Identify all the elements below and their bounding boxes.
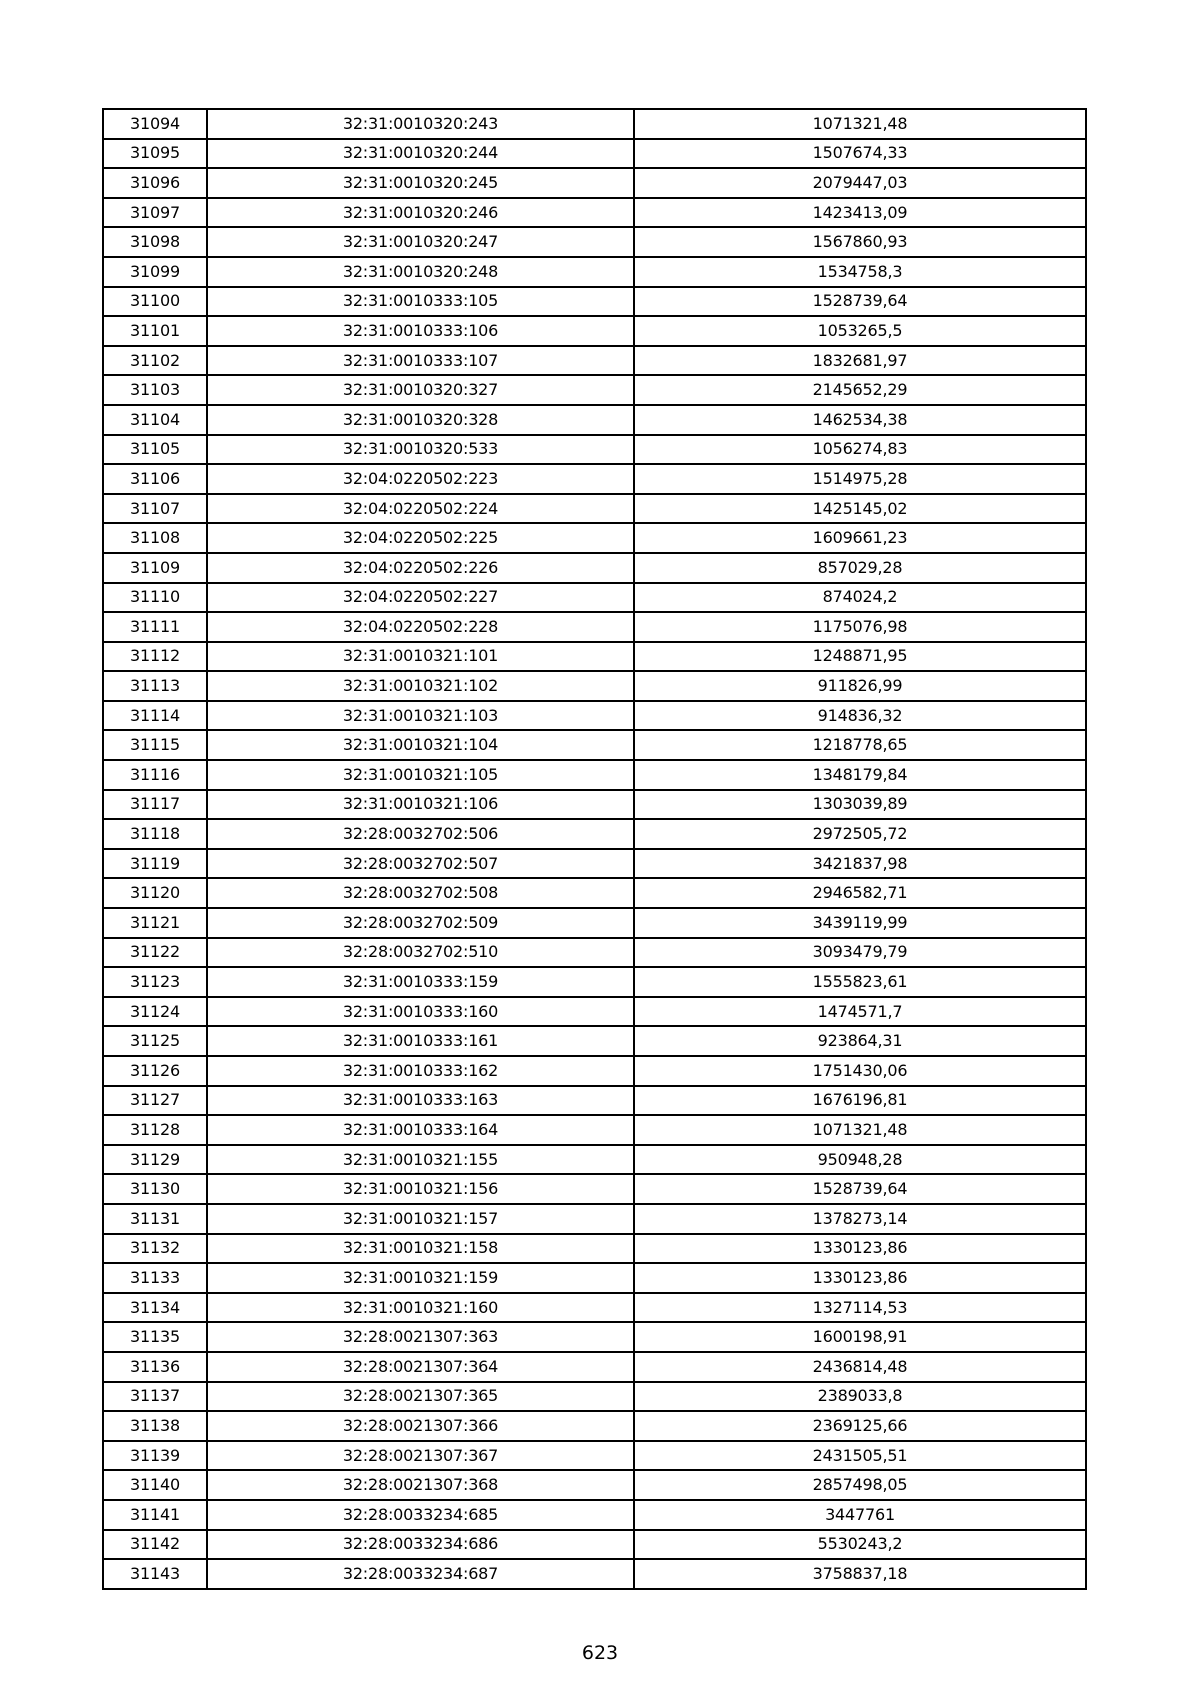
cadastral-number-cell: 32:31:0010320:248 <box>207 257 634 287</box>
value-cell: 1071321,48 <box>634 1115 1086 1145</box>
value-cell: 857029,28 <box>634 553 1086 583</box>
row-number-cell: 31126 <box>103 1056 207 1086</box>
row-number-cell: 31099 <box>103 257 207 287</box>
table-row <box>103 1263 1086 1293</box>
cadastral-number-cell: 32:31:0010321:155 <box>207 1145 634 1175</box>
table-row <box>103 1470 1086 1500</box>
value-cell: 1348179,84 <box>634 760 1086 790</box>
table-row <box>103 1293 1086 1323</box>
cadastral-number-cell: 32:28:0033234:685 <box>207 1500 634 1530</box>
table-row <box>103 1145 1086 1175</box>
cadastral-number-cell: 32:31:0010321:160 <box>207 1293 634 1323</box>
cadastral-number-cell: 32:31:0010333:105 <box>207 287 634 317</box>
cadastral-number-cell: 32:28:0021307:364 <box>207 1352 634 1382</box>
value-cell: 1218778,65 <box>634 730 1086 760</box>
value-cell: 3421837,98 <box>634 849 1086 879</box>
row-number-cell: 31111 <box>103 612 207 642</box>
cadastral-number-cell: 32:31:0010321:105 <box>207 760 634 790</box>
value-cell: 1425145,02 <box>634 494 1086 524</box>
cadastral-number-cell: 32:28:0032702:507 <box>207 849 634 879</box>
row-number-cell: 31116 <box>103 760 207 790</box>
row-number-cell: 31096 <box>103 168 207 198</box>
table-row <box>103 730 1086 760</box>
table-row <box>103 375 1086 405</box>
value-cell: 2436814,48 <box>634 1352 1086 1382</box>
cadastral-number-cell: 32:31:0010333:159 <box>207 967 634 997</box>
cadastral-number-cell: 32:31:0010320:327 <box>207 375 634 405</box>
row-number-cell: 31109 <box>103 553 207 583</box>
row-number-cell: 31100 <box>103 287 207 317</box>
row-number-cell: 31113 <box>103 671 207 701</box>
table-row <box>103 583 1086 613</box>
table-row <box>103 227 1086 257</box>
row-number-cell: 31135 <box>103 1322 207 1352</box>
value-cell: 1474571,7 <box>634 997 1086 1027</box>
cadastral-number-cell: 32:31:0010320:328 <box>207 405 634 435</box>
value-cell: 5530243,2 <box>634 1530 1086 1560</box>
row-number-cell: 31101 <box>103 316 207 346</box>
value-cell: 1056274,83 <box>634 435 1086 465</box>
row-number-cell: 31134 <box>103 1293 207 1323</box>
value-cell: 1303039,89 <box>634 790 1086 820</box>
table-row <box>103 997 1086 1027</box>
table-body <box>103 109 1086 1589</box>
table-row <box>103 1559 1086 1589</box>
value-cell: 1676196,81 <box>634 1086 1086 1116</box>
row-number-cell: 31105 <box>103 435 207 465</box>
table-row <box>103 464 1086 494</box>
value-cell: 1514975,28 <box>634 464 1086 494</box>
value-cell: 2145652,29 <box>634 375 1086 405</box>
cadastral-number-cell: 32:31:0010321:102 <box>207 671 634 701</box>
row-number-cell: 31121 <box>103 908 207 938</box>
value-cell: 3447761 <box>634 1500 1086 1530</box>
cadastral-number-cell: 32:31:0010321:158 <box>207 1234 634 1264</box>
row-number-cell: 31124 <box>103 997 207 1027</box>
cadastral-number-cell: 32:28:0021307:363 <box>207 1322 634 1352</box>
row-number-cell: 31107 <box>103 494 207 524</box>
table-row <box>103 878 1086 908</box>
cadastral-number-cell: 32:28:0032702:506 <box>207 819 634 849</box>
table-row <box>103 1026 1086 1056</box>
value-cell: 950948,28 <box>634 1145 1086 1175</box>
row-number-cell: 31136 <box>103 1352 207 1382</box>
cadastral-number-cell: 32:31:0010321:106 <box>207 790 634 820</box>
cadastral-number-cell: 32:31:0010321:157 <box>207 1204 634 1234</box>
value-cell: 1053265,5 <box>634 316 1086 346</box>
table-row <box>103 760 1086 790</box>
cadastral-number-cell: 32:31:0010321:101 <box>207 642 634 672</box>
table-row <box>103 1322 1086 1352</box>
table-row <box>103 849 1086 879</box>
value-cell: 1327114,53 <box>634 1293 1086 1323</box>
row-number-cell: 31098 <box>103 227 207 257</box>
row-number-cell: 31118 <box>103 819 207 849</box>
row-number-cell: 31137 <box>103 1382 207 1412</box>
row-number-cell: 31106 <box>103 464 207 494</box>
row-number-cell: 31104 <box>103 405 207 435</box>
table-row <box>103 435 1086 465</box>
cadastral-number-cell: 32:31:0010320:243 <box>207 109 634 139</box>
table-row <box>103 346 1086 376</box>
value-cell: 2369125,66 <box>634 1411 1086 1441</box>
value-cell: 1071321,48 <box>634 109 1086 139</box>
table-row <box>103 287 1086 317</box>
table-row <box>103 168 1086 198</box>
row-number-cell: 31120 <box>103 878 207 908</box>
value-cell: 1248871,95 <box>634 642 1086 672</box>
row-number-cell: 31117 <box>103 790 207 820</box>
cadastral-number-cell: 32:04:0220502:224 <box>207 494 634 524</box>
table-row <box>103 1500 1086 1530</box>
value-cell: 1378273,14 <box>634 1204 1086 1234</box>
table-row <box>103 553 1086 583</box>
value-cell: 1423413,09 <box>634 198 1086 228</box>
row-number-cell: 31127 <box>103 1086 207 1116</box>
value-cell: 1832681,97 <box>634 346 1086 376</box>
table-row <box>103 198 1086 228</box>
table-row <box>103 523 1086 553</box>
value-cell: 3758837,18 <box>634 1559 1086 1589</box>
table-row <box>103 612 1086 642</box>
row-number-cell: 31141 <box>103 1500 207 1530</box>
value-cell: 2431505,51 <box>634 1441 1086 1471</box>
cadastral-number-cell: 32:31:0010333:160 <box>207 997 634 1027</box>
cadastral-number-cell: 32:31:0010321:159 <box>207 1263 634 1293</box>
cadastral-number-cell: 32:28:0033234:687 <box>207 1559 634 1589</box>
table-row <box>103 1174 1086 1204</box>
value-cell: 2946582,71 <box>634 878 1086 908</box>
cadastral-number-cell: 32:04:0220502:223 <box>207 464 634 494</box>
cadastral-number-cell: 32:31:0010321:104 <box>207 730 634 760</box>
value-cell: 2972505,72 <box>634 819 1086 849</box>
row-number-cell: 31095 <box>103 139 207 169</box>
cadastral-number-cell: 32:28:0021307:367 <box>207 1441 634 1471</box>
value-cell: 1528739,64 <box>634 1174 1086 1204</box>
cadastral-number-cell: 32:28:0033234:686 <box>207 1530 634 1560</box>
cadastral-number-cell: 32:31:0010333:106 <box>207 316 634 346</box>
cadastral-number-cell: 32:04:0220502:225 <box>207 523 634 553</box>
cadastral-number-cell: 32:31:0010320:245 <box>207 168 634 198</box>
cadastral-number-cell: 32:28:0032702:508 <box>207 878 634 908</box>
cadastral-number-cell: 32:31:0010333:161 <box>207 1026 634 1056</box>
cadastral-number-cell: 32:04:0220502:227 <box>207 583 634 613</box>
cadastral-number-cell: 32:31:0010320:533 <box>207 435 634 465</box>
table-row <box>103 1352 1086 1382</box>
row-number-cell: 31108 <box>103 523 207 553</box>
row-number-cell: 31119 <box>103 849 207 879</box>
value-cell: 874024,2 <box>634 583 1086 613</box>
row-number-cell: 31094 <box>103 109 207 139</box>
value-cell: 914836,32 <box>634 701 1086 731</box>
value-cell: 2857498,05 <box>634 1470 1086 1500</box>
row-number-cell: 31112 <box>103 642 207 672</box>
row-number-cell: 31125 <box>103 1026 207 1056</box>
row-number-cell: 31139 <box>103 1441 207 1471</box>
value-cell: 1175076,98 <box>634 612 1086 642</box>
value-cell: 1600198,91 <box>634 1322 1086 1352</box>
cadastral-number-cell: 32:31:0010333:164 <box>207 1115 634 1145</box>
table-row <box>103 967 1086 997</box>
row-number-cell: 31128 <box>103 1115 207 1145</box>
cadastral-number-cell: 32:31:0010320:244 <box>207 139 634 169</box>
table-row <box>103 938 1086 968</box>
row-number-cell: 31102 <box>103 346 207 376</box>
cadastral-number-cell: 32:31:0010333:162 <box>207 1056 634 1086</box>
table-row <box>103 1411 1086 1441</box>
cadastral-number-cell: 32:28:0021307:368 <box>207 1470 634 1500</box>
table-row <box>103 819 1086 849</box>
cadastral-number-cell: 32:28:0021307:366 <box>207 1411 634 1441</box>
value-cell: 923864,31 <box>634 1026 1086 1056</box>
value-cell: 1507674,33 <box>634 139 1086 169</box>
cadastral-number-cell: 32:31:0010333:163 <box>207 1086 634 1116</box>
value-cell: 3093479,79 <box>634 938 1086 968</box>
value-cell: 1528739,64 <box>634 287 1086 317</box>
cadastral-number-cell: 32:31:0010321:103 <box>207 701 634 731</box>
row-number-cell: 31132 <box>103 1234 207 1264</box>
value-cell: 1330123,86 <box>634 1263 1086 1293</box>
row-number-cell: 31138 <box>103 1411 207 1441</box>
row-number-cell: 31110 <box>103 583 207 613</box>
row-number-cell: 31129 <box>103 1145 207 1175</box>
table-row <box>103 701 1086 731</box>
value-cell: 1751430,06 <box>634 1056 1086 1086</box>
table-row <box>103 1234 1086 1264</box>
table-row <box>103 790 1086 820</box>
value-cell: 2389033,8 <box>634 1382 1086 1412</box>
table-row <box>103 1115 1086 1145</box>
value-cell: 1567860,93 <box>634 227 1086 257</box>
cadastral-number-cell: 32:28:0032702:509 <box>207 908 634 938</box>
table-row <box>103 1204 1086 1234</box>
row-number-cell: 31143 <box>103 1559 207 1589</box>
row-number-cell: 31114 <box>103 701 207 731</box>
value-cell: 911826,99 <box>634 671 1086 701</box>
table-row <box>103 1382 1086 1412</box>
cadastral-number-cell: 32:28:0032702:510 <box>207 938 634 968</box>
value-cell: 1555823,61 <box>634 967 1086 997</box>
row-number-cell: 31140 <box>103 1470 207 1500</box>
value-cell: 1534758,3 <box>634 257 1086 287</box>
table-row <box>103 109 1086 139</box>
row-number-cell: 31131 <box>103 1204 207 1234</box>
table-row <box>103 1086 1086 1116</box>
cadastral-number-cell: 32:28:0021307:365 <box>207 1382 634 1412</box>
cadastral-number-cell: 32:31:0010321:156 <box>207 1174 634 1204</box>
value-cell: 1462534,38 <box>634 405 1086 435</box>
table-row <box>103 1530 1086 1560</box>
table-row <box>103 642 1086 672</box>
page-number: 623 <box>581 1642 619 1664</box>
cadastral-value-table <box>102 108 1087 1590</box>
cadastral-number-cell: 32:31:0010333:107 <box>207 346 634 376</box>
cadastral-number-cell: 32:04:0220502:226 <box>207 553 634 583</box>
table-row <box>103 257 1086 287</box>
cadastral-number-cell: 32:31:0010320:247 <box>207 227 634 257</box>
value-cell: 1609661,23 <box>634 523 1086 553</box>
table-row <box>103 316 1086 346</box>
row-number-cell: 31122 <box>103 938 207 968</box>
table-row <box>103 139 1086 169</box>
table-row <box>103 1056 1086 1086</box>
table-row <box>103 405 1086 435</box>
row-number-cell: 31130 <box>103 1174 207 1204</box>
cadastral-number-cell: 32:31:0010320:246 <box>207 198 634 228</box>
table-row <box>103 671 1086 701</box>
row-number-cell: 31142 <box>103 1530 207 1560</box>
table-row <box>103 908 1086 938</box>
row-number-cell: 31103 <box>103 375 207 405</box>
table-row <box>103 1441 1086 1471</box>
cadastral-number-cell: 32:04:0220502:228 <box>207 612 634 642</box>
row-number-cell: 31133 <box>103 1263 207 1293</box>
row-number-cell: 31123 <box>103 967 207 997</box>
table-row <box>103 494 1086 524</box>
row-number-cell: 31115 <box>103 730 207 760</box>
value-cell: 3439119,99 <box>634 908 1086 938</box>
value-cell: 1330123,86 <box>634 1234 1086 1264</box>
value-cell: 2079447,03 <box>634 168 1086 198</box>
row-number-cell: 31097 <box>103 198 207 228</box>
